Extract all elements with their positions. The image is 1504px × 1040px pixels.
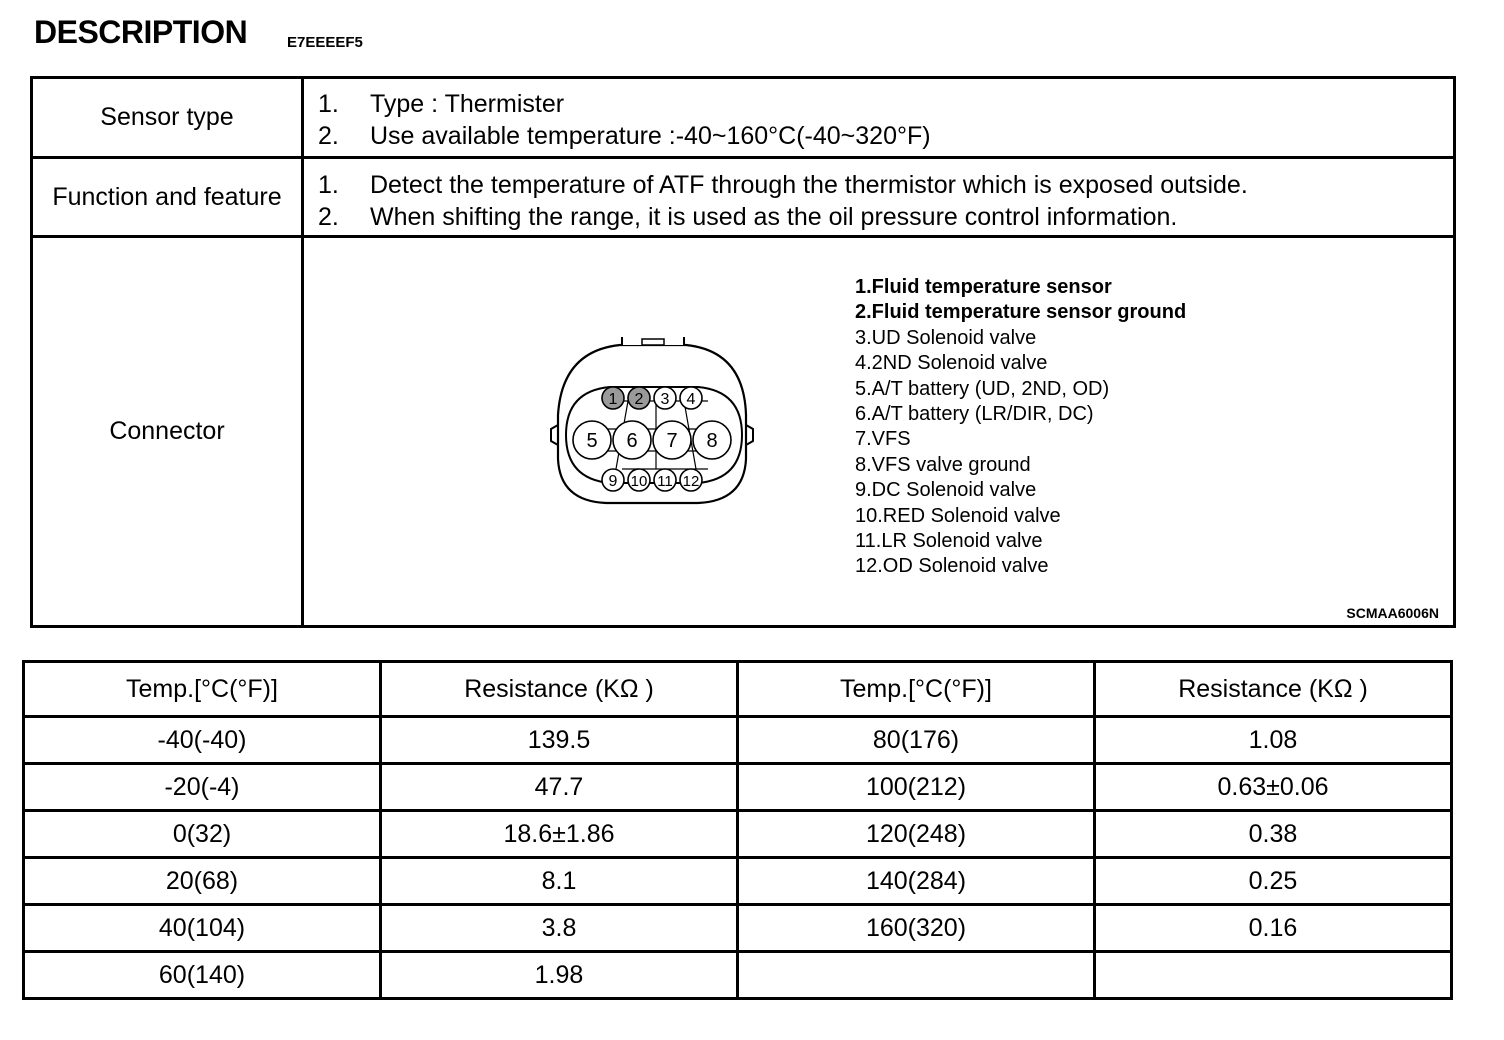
page-title: DESCRIPTION — [34, 14, 248, 50]
document-code: E7EEEEF5 — [287, 34, 363, 51]
column-header-resistance: Resistance (KΩ ) — [381, 662, 738, 717]
pin-item: 11.LR Solenoid valve — [855, 530, 1043, 553]
pin-item: 10.RED Solenoid valve — [855, 504, 1061, 527]
table-cell: 60(140) — [24, 952, 381, 999]
table-row — [24, 811, 1452, 858]
pin-item: 6.A/T battery (LR/DIR, DC) — [855, 403, 1094, 426]
pin-label: 1 — [608, 391, 618, 408]
table-cell: 100(212) — [738, 764, 1095, 811]
column-header-temp: Temp.[°C(°F)] — [24, 662, 381, 717]
pin-label: 5 — [586, 430, 598, 452]
table-cell: 40(104) — [24, 905, 381, 952]
description-table — [30, 76, 1456, 628]
table-row — [24, 764, 1452, 811]
figure-code: SCMAA6006N — [1346, 605, 1439, 621]
pin-item: 2.Fluid temperature sensor ground — [855, 301, 1187, 324]
pin-label: 12 — [682, 473, 700, 490]
table-cell: 0.38 — [1095, 811, 1452, 858]
pin-item: 12.OD Solenoid valve — [855, 555, 1049, 578]
table-cell: -40(-40) — [24, 717, 381, 764]
table-cell: 3.8 — [381, 905, 738, 952]
table-cell: 160(320) — [738, 905, 1095, 952]
function-feature-items — [318, 169, 1248, 233]
table-row — [24, 905, 1452, 952]
connector-diagram — [548, 337, 758, 507]
function-feature-label: Function and feature — [52, 182, 282, 211]
pin-label: 6 — [626, 430, 638, 452]
table-cell: 140(284) — [738, 858, 1095, 905]
table-cell: 20(68) — [24, 858, 381, 905]
list-item — [318, 88, 931, 120]
table-cell: 0.63±0.06 — [1095, 764, 1452, 811]
item-text: Use available temperature :-40~160°C(-40~320°F) — [370, 122, 931, 150]
list-item — [318, 201, 1248, 233]
table-cell: -20(-4) — [24, 764, 381, 811]
pin-item: 4.2ND Solenoid valve — [855, 352, 1048, 375]
list-item — [318, 169, 1248, 201]
table-cell: 1.98 — [381, 952, 738, 999]
pin-label: 4 — [686, 391, 696, 408]
table-row — [24, 717, 1452, 764]
table-row — [24, 952, 1452, 999]
table-cell: 120(248) — [738, 811, 1095, 858]
table-cell — [738, 952, 1095, 999]
pin-item: 3.UD Solenoid valve — [855, 326, 1037, 349]
column-header-resistance: Resistance (KΩ ) — [1095, 662, 1452, 717]
pin-item: 8.VFS valve ground — [855, 453, 1031, 476]
table-cell: 139.5 — [381, 717, 738, 764]
table-cell: 0.16 — [1095, 905, 1452, 952]
table-cell: 18.6±1.86 — [381, 811, 738, 858]
pin-item: 9.DC Solenoid valve — [855, 479, 1037, 502]
item-number: 1. — [318, 90, 339, 118]
item-text: When shifting the range, it is used as the oil pressure control information. — [370, 203, 1178, 231]
pin-item: 1.Fluid temperature sensor — [855, 276, 1112, 298]
column-header-temp: Temp.[°C(°F)] — [738, 662, 1095, 717]
table-cell — [1095, 952, 1452, 999]
table-cell: 0(32) — [24, 811, 381, 858]
table-cell: 47.7 — [381, 764, 738, 811]
table-row — [24, 858, 1452, 905]
item-text: Type : Thermister — [370, 90, 565, 118]
table-cell: 1.08 — [1095, 717, 1452, 764]
item-text: Detect the temperature of ATF through the thermistor which is exposed outside. — [370, 171, 1248, 199]
sensor-type-label: Sensor type — [100, 103, 234, 131]
table-cell: 80(176) — [738, 717, 1095, 764]
item-number: 2. — [318, 203, 339, 231]
resistance-table — [22, 660, 1453, 1000]
connector-label: Connector — [109, 417, 225, 445]
table-cell: 8.1 — [381, 858, 738, 905]
pin-label: 3 — [660, 391, 670, 408]
table-cell: 0.25 — [1095, 858, 1452, 905]
pin-label: 2 — [634, 391, 644, 408]
table-header-row — [24, 662, 1452, 717]
item-number: 2. — [318, 122, 339, 150]
latch-slot — [642, 339, 664, 345]
sensor-type-items — [318, 88, 931, 152]
pin-label: 10 — [630, 473, 648, 490]
column-divider — [301, 79, 304, 625]
item-number: 1. — [318, 171, 339, 199]
list-item — [318, 120, 931, 152]
pin-label: 9 — [608, 473, 618, 490]
pin-label: 8 — [706, 430, 718, 452]
pin-item: 5.A/T battery (UD, 2ND, OD) — [855, 377, 1110, 400]
pin-assignment-list — [855, 275, 1186, 580]
pin-item: 7.VFS — [855, 428, 911, 451]
pin-label: 7 — [666, 430, 678, 452]
pin-label: 11 — [657, 473, 673, 490]
